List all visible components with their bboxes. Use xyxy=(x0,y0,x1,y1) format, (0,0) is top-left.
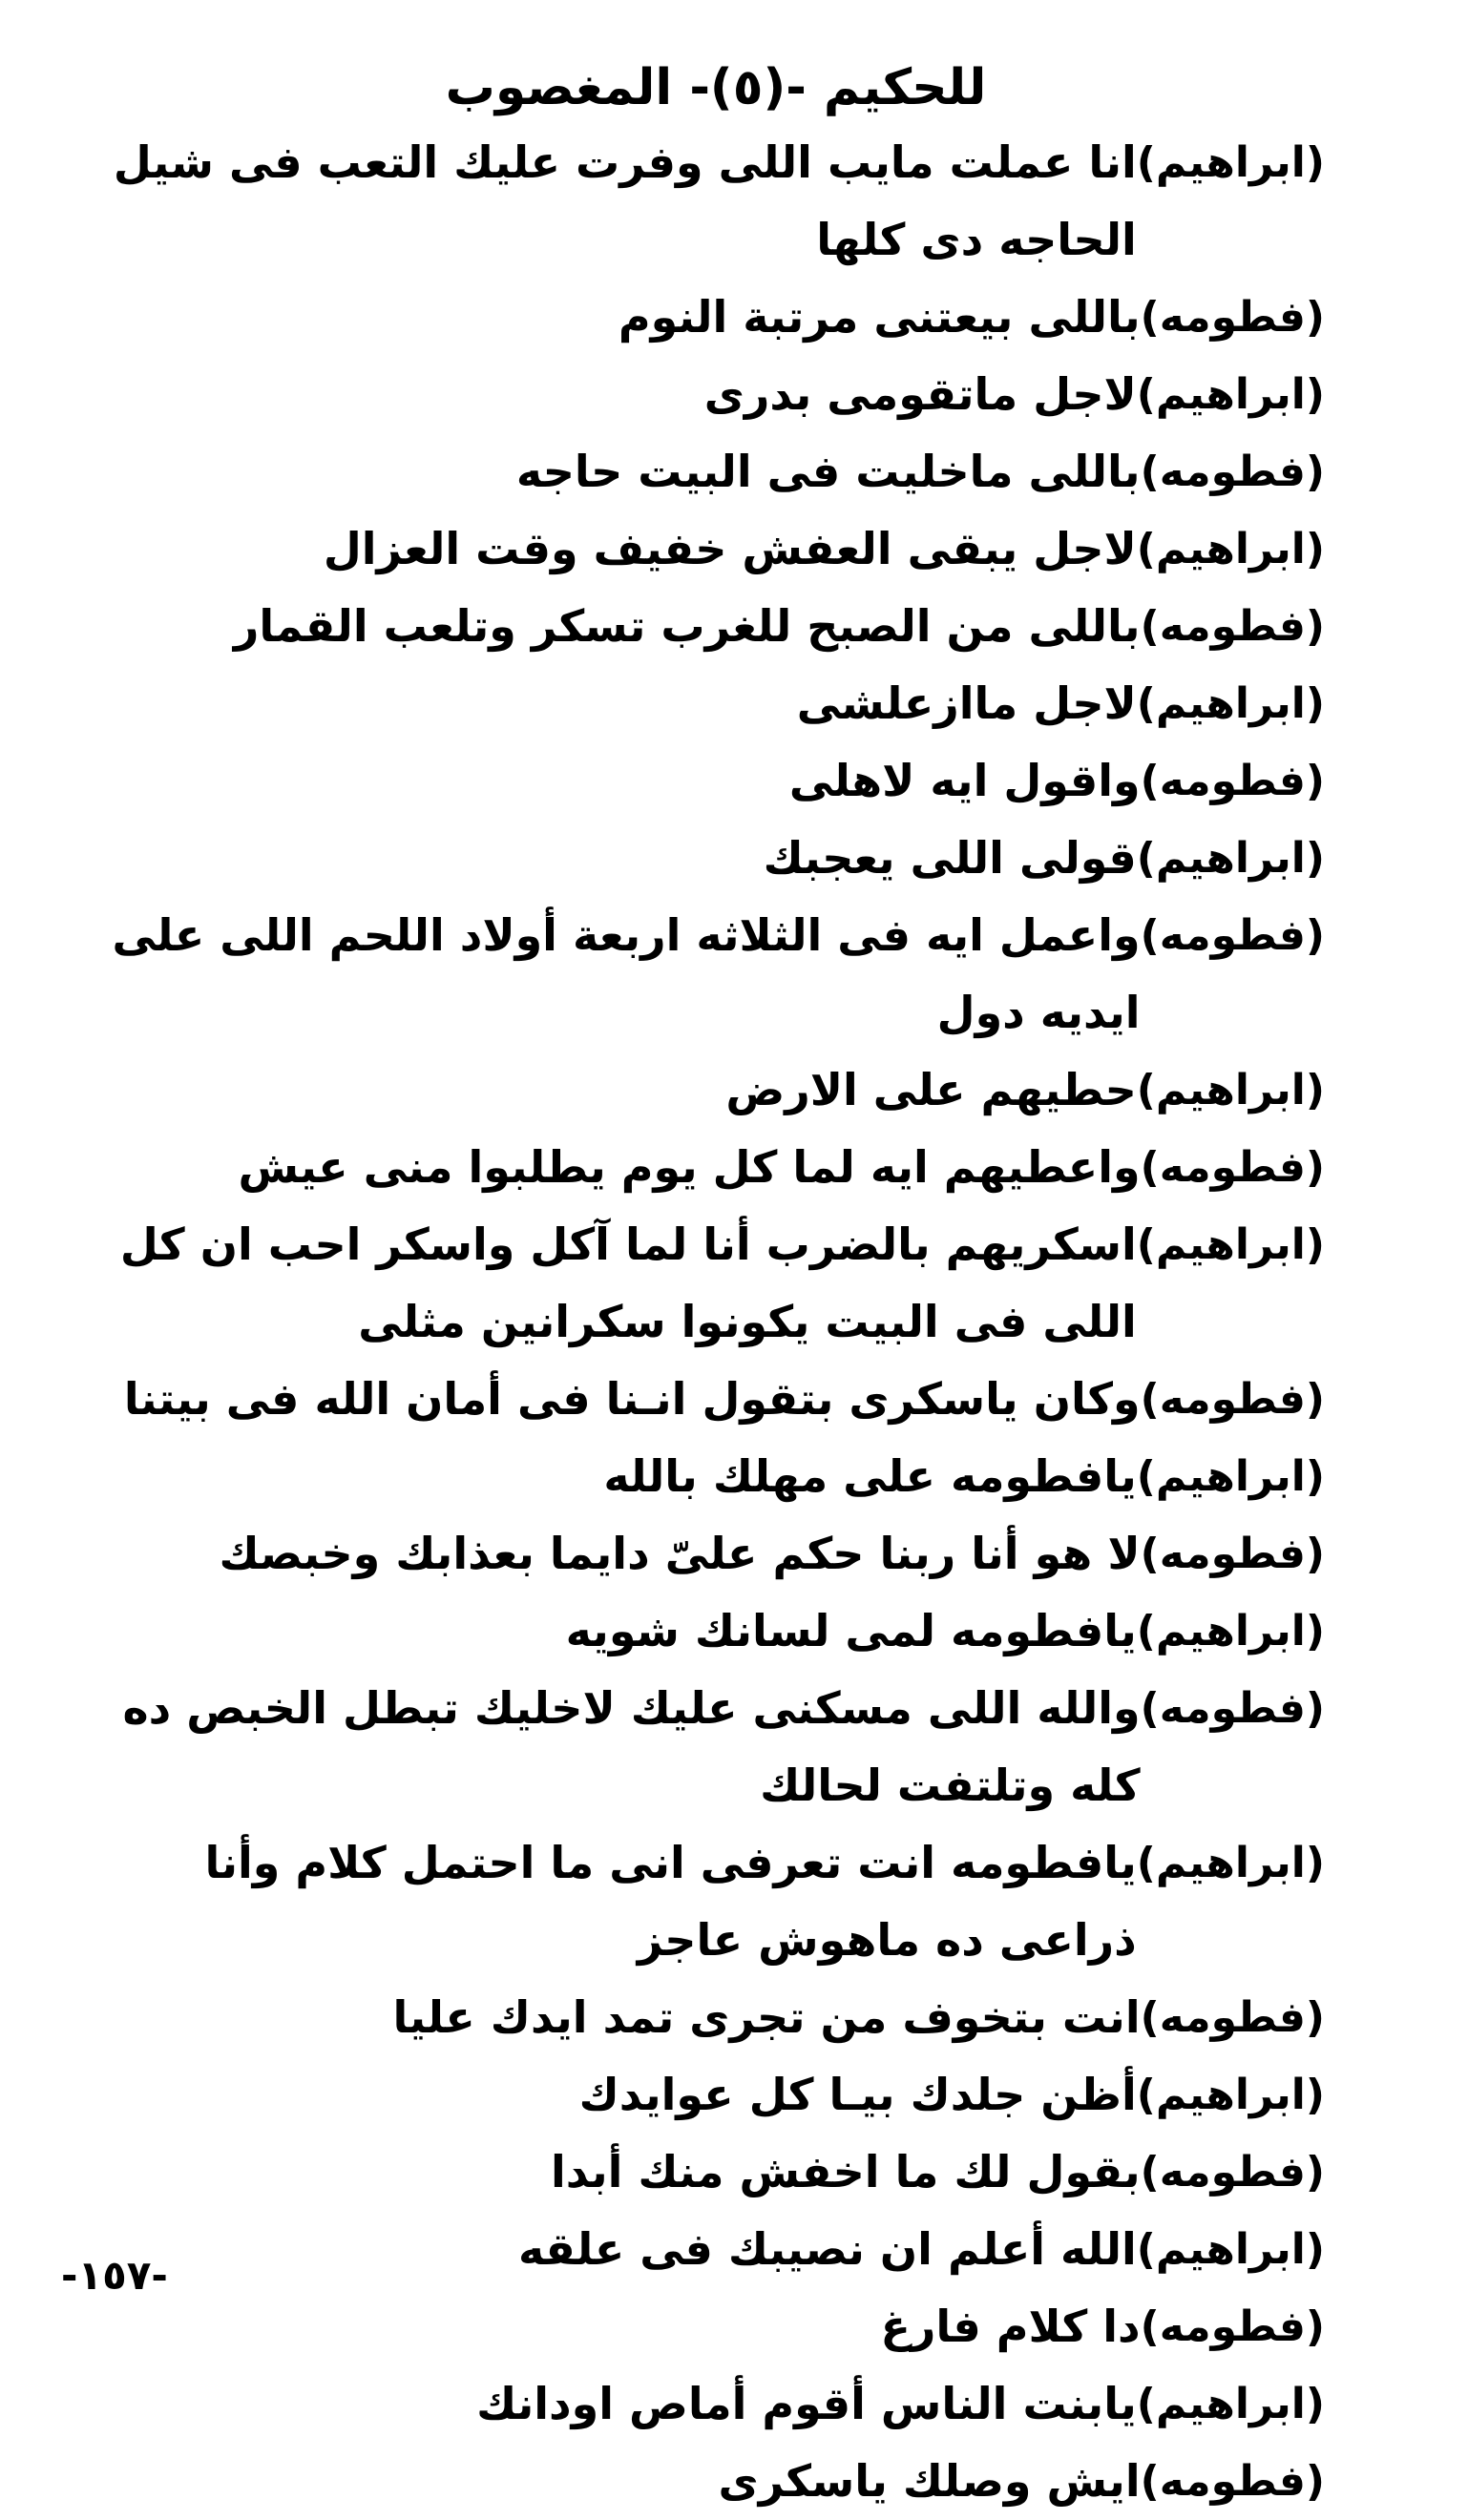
dialogue-line xyxy=(84,1361,1325,1438)
dialogue-line xyxy=(84,1670,1325,1824)
speaker-name: (فطومه) xyxy=(1140,293,1325,342)
dialogue-line xyxy=(84,1515,1325,1593)
speaker-name: (فطومه) xyxy=(1140,602,1325,651)
speaker-name: (فطومه) xyxy=(1140,2148,1325,2197)
dialogue-line xyxy=(84,2288,1325,2365)
dialogue-line xyxy=(84,897,1325,1052)
speaker-name: (ابراهيم) xyxy=(1136,1066,1325,1114)
speaker-name: (فطومه) xyxy=(1140,1143,1325,1192)
dialogue-line xyxy=(84,665,1325,742)
speech-text: بقول لك ما اخفش منك أبدا xyxy=(551,2146,1141,2197)
dialogue-line xyxy=(84,1979,1325,2056)
speaker-name: (فطومه) xyxy=(1140,2457,1325,2506)
dialogue-line xyxy=(84,1593,1325,1670)
page-number: -١٥٧- xyxy=(61,2252,168,2299)
speaker-name: (فطومه) xyxy=(1140,1993,1325,2042)
speaker-name: (ابراهيم) xyxy=(1136,1452,1325,1501)
speech-text: يابنت الناس أقوم أماص اودانك xyxy=(476,2378,1137,2429)
dialogue-line xyxy=(84,2211,1325,2288)
speaker-name: (ابراهيم) xyxy=(1136,370,1325,419)
speech-text: أظن جلدك بيـا كل عوايدك xyxy=(578,2069,1137,2120)
speech-text: ايش وصلك ياسكرى xyxy=(718,2455,1141,2507)
speech-text: باللى بيعتنى مرتبة النوم xyxy=(618,291,1141,343)
speech-text: انا عملت مايب اللى وفرت عليك التعب فى شيل الحاجه دى كلها xyxy=(113,136,1137,265)
speech-text: يافطومه انت تعرفى انى ما احتمل كلام وأنا ذراعى ده ماهوش عاجز xyxy=(204,1837,1137,1966)
speaker-name: (ابراهيم) xyxy=(1136,834,1325,883)
speaker-name: (ابراهيم) xyxy=(1136,525,1325,573)
speech-text: يافطومه على مهلك بالله xyxy=(603,1450,1137,1502)
speaker-name: (فطومه) xyxy=(1140,2302,1325,2351)
speech-text: لاجل ماتقومى بدرى xyxy=(703,368,1137,420)
speaker-name: (فطومه) xyxy=(1140,1375,1325,1424)
dialogue-line xyxy=(84,124,1325,279)
speaker-name: (ابراهيم) xyxy=(1136,1607,1325,1656)
speech-text: واعطيهم ايه لما كل يوم يطلبوا منى عيش xyxy=(238,1141,1141,1193)
dialogue-line xyxy=(84,2443,1325,2520)
speech-text: قولى اللى يعجبك xyxy=(763,832,1137,884)
speaker-name: (فطومه) xyxy=(1140,757,1325,805)
dialogue-line xyxy=(84,2134,1325,2211)
speech-text: باللى ماخليت فى البيت حاجه xyxy=(515,446,1141,497)
dialogue-line xyxy=(84,742,1325,820)
dialogue-line xyxy=(84,279,1325,356)
speaker-name: (ابراهيم) xyxy=(1136,2380,1325,2428)
speaker-name: (ابراهيم) xyxy=(1136,1220,1325,1269)
speaker-name: (ابراهيم) xyxy=(1136,1839,1325,1887)
speaker-name: (فطومه) xyxy=(1140,911,1325,960)
speech-text: واعمل ايه فى الثلاثه اربعة أولاد اللحم اللى على ايديه دول xyxy=(112,909,1141,1038)
speech-text: لاجل يبقى العفش خفيف وقت العزال xyxy=(323,523,1137,574)
dialogue-line xyxy=(84,1206,1325,1361)
dialogue-line xyxy=(84,820,1325,897)
speech-text: لاجل ماازعلشى xyxy=(796,677,1137,729)
dialogue-line xyxy=(84,588,1325,665)
dialogue-line xyxy=(84,1052,1325,1129)
speaker-name: (فطومه) xyxy=(1140,1530,1325,1578)
speech-text: يافطومه لمى لسانك شويه xyxy=(565,1605,1137,1656)
dialogue-line xyxy=(84,2056,1325,2134)
speech-text: حطيهم على الارض xyxy=(725,1064,1137,1115)
speech-text: انت بتخوف من تجرى تمد ايدك عليا xyxy=(392,1991,1141,2043)
dialogue-line xyxy=(84,1824,1325,1979)
dialogue-line xyxy=(84,356,1325,433)
dialogue-line xyxy=(84,510,1325,588)
speaker-name: (فطومه) xyxy=(1140,1684,1325,1733)
dialogue-line xyxy=(84,433,1325,510)
speech-text: لا هو أنا ربنا حكم علىّ دايما بعذابك وخبصك xyxy=(219,1528,1141,1579)
speech-text: اسكريهم بالضرب أنا لما آكل واسكر احب ان كل اللى فى البيت يكونوا سكرانين مثلى xyxy=(119,1218,1137,1347)
speech-text: باللى من الصبح للغرب تسكر وتلعب القمار xyxy=(233,600,1141,652)
speaker-name: (ابراهيم) xyxy=(1136,679,1325,728)
speech-text: والله اللى مسكنى عليك لاخليك تبطل الخبص ده كله وتلتفت لحالك xyxy=(122,1682,1141,1811)
dialogue-list xyxy=(84,124,1325,2520)
speaker-name: (فطومه) xyxy=(1140,448,1325,496)
speech-text: وكان ياسكرى بتقول انـنا فى أمان الله فى بيتنا xyxy=(123,1373,1141,1425)
speaker-name: (ابراهيم) xyxy=(1136,138,1325,187)
speech-text: دا كلام فارغ xyxy=(880,2301,1141,2352)
page-title: للحكيم -(٥)- المغصوب xyxy=(445,59,987,116)
dialogue-line xyxy=(84,2365,1325,2443)
speech-text: واقول ايه لاهلى xyxy=(788,755,1141,806)
speaker-name: (ابراهيم) xyxy=(1136,2071,1325,2119)
dialogue-line xyxy=(84,1129,1325,1206)
dialogue-line xyxy=(84,1438,1325,1515)
speaker-name: (ابراهيم) xyxy=(1136,2225,1325,2274)
speech-text: الله أعلم ان نصيبك فى علقه xyxy=(518,2223,1137,2275)
